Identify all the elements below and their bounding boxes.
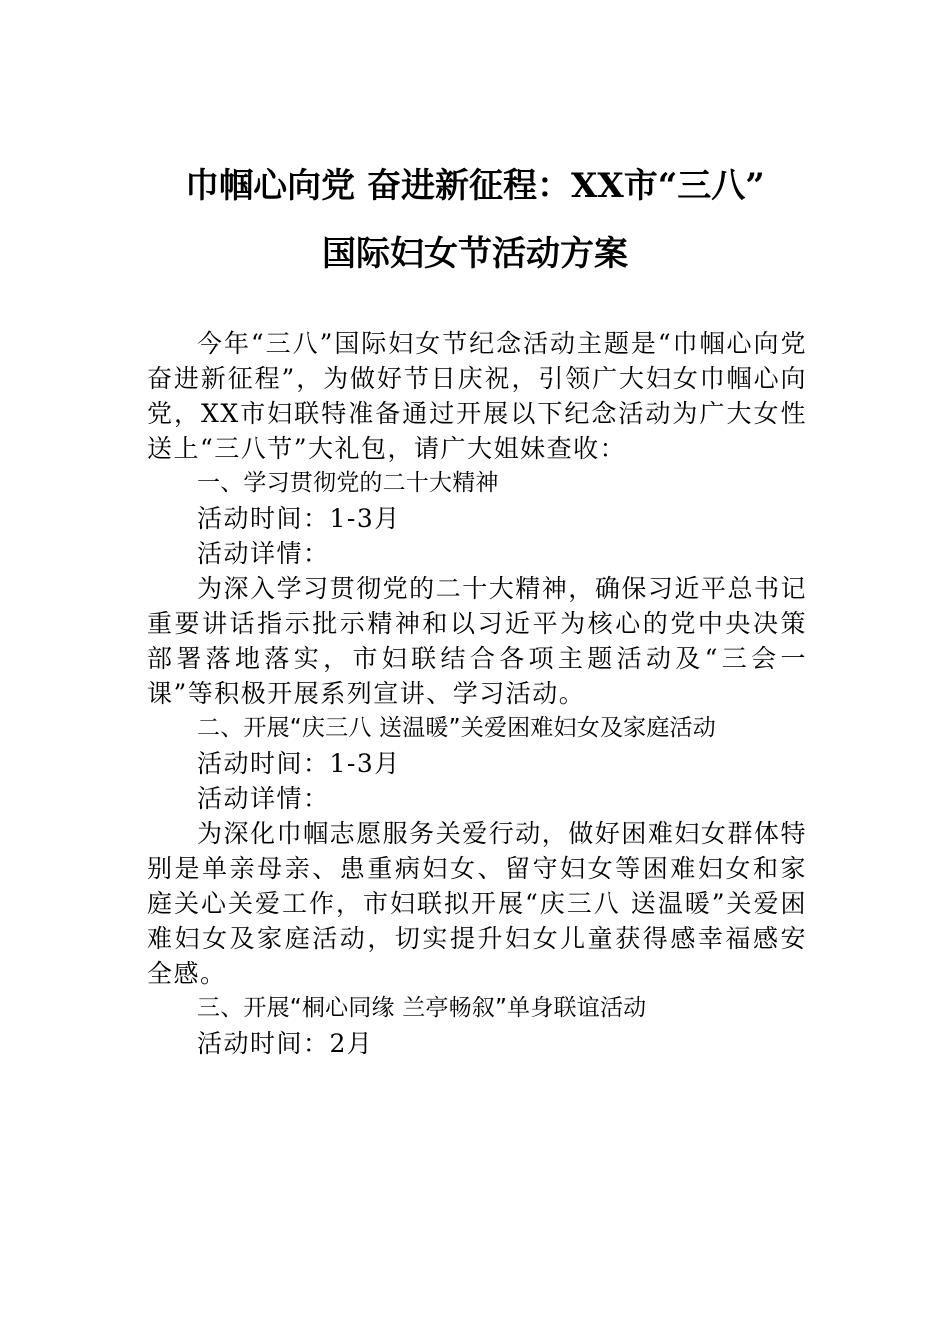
document-body bbox=[147, 326, 807, 1061]
section-3-heading: 三、开展“桐心同缘 兰亭畅叙”单身联谊活动 bbox=[197, 995, 647, 1021]
document-title-line-1: 巾帼心向党 奋进新征程：XX市“三八” bbox=[185, 166, 765, 206]
section-2-details: 为深化巾帼志愿服务关爱行动，做好困难妇女群体特别是单亲母亲、患重病妇女、留守妇女等困难妇女和家庭关心关爱工作，市妇联拟开展“庆三八 送温暖”关爱困难妇女及家庭活动，切实提升妇女儿童获得感幸福感安全感。 bbox=[147, 819, 807, 988]
section-2-heading: 二、开展“庆三八 送温暖”关爱困难妇女及家庭活动 bbox=[197, 715, 716, 741]
intro-paragraph: 今年“三八”国际妇女节纪念活动主题是“巾帼心向党 奋进新征程”，为做好节日庆祝，引领广大妇女巾帼心向党，XX市妇联特准备通过开展以下纪念活动为广大女性送上“三八节”大礼包，请广大姐妹查收： bbox=[147, 329, 807, 463]
section-3-time: 活动时间：2月 bbox=[197, 1029, 374, 1058]
section-2-details-label: 活动详情： bbox=[197, 784, 330, 813]
section-1-details: 为深入学习贯彻党的二十大精神，确保习近平总书记重要讲话指示批示精神和以习近平为核心的党中央决策部署落地落实，市妇联结合各项主题活动及“三会一课”等积极开展系列宣讲、学习活动。 bbox=[147, 574, 807, 708]
section-2-time: 活动时间：1-3月 bbox=[197, 749, 401, 778]
section-1-time: 活动时间：1-3月 bbox=[197, 504, 401, 533]
section-1-details-label: 活动详情： bbox=[197, 539, 330, 568]
document-title-line-2: 国际妇女节活动方案 bbox=[322, 234, 628, 274]
section-1-heading: 一、学习贯彻党的二十大精神 bbox=[197, 470, 499, 496]
